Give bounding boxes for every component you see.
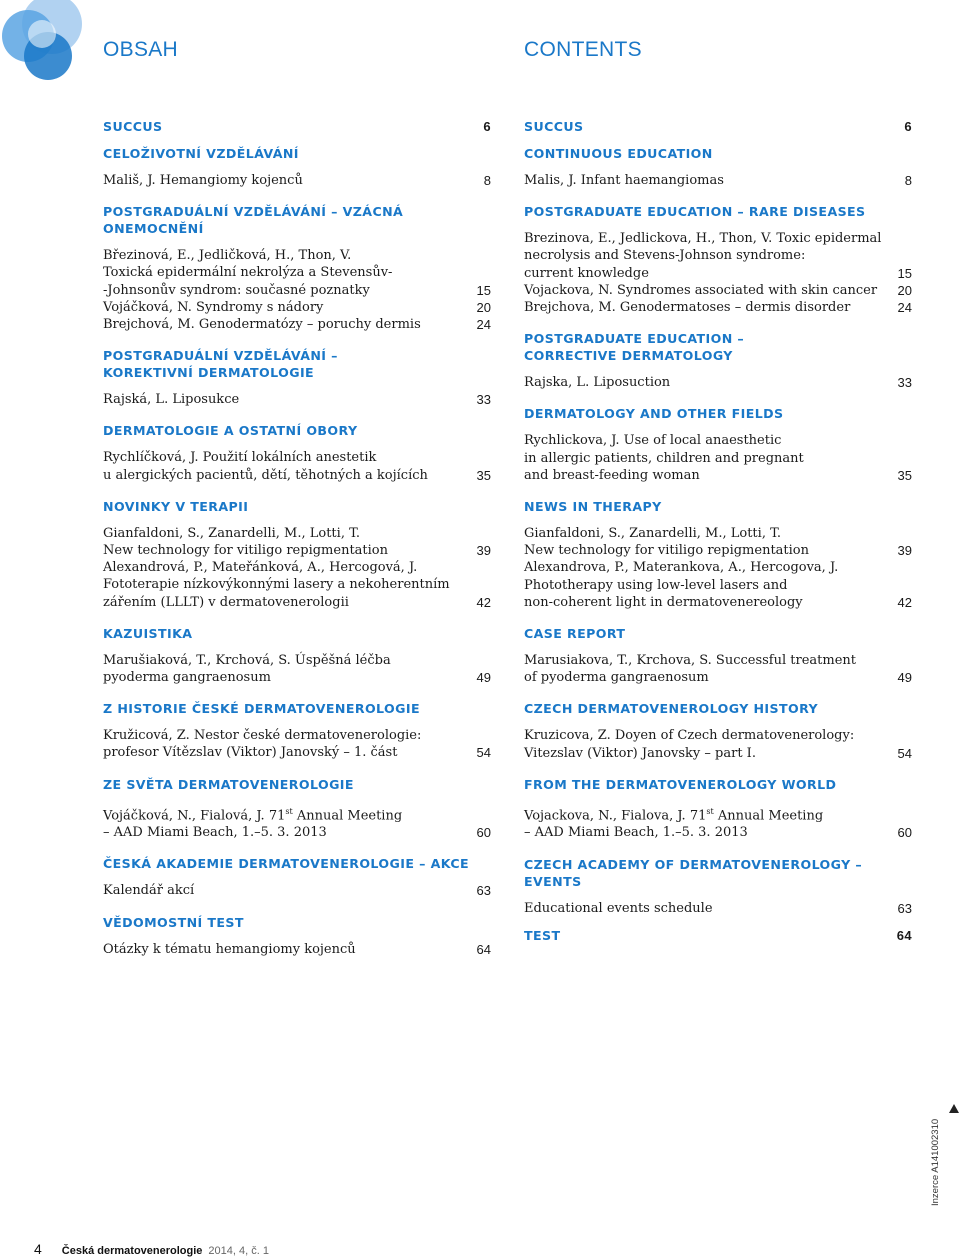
entry-line: Březinová, E., Jedličková, H., Thon, V. bbox=[103, 248, 352, 264]
entry-line: necrolysis and Stevens-Johnson syndrome: bbox=[524, 248, 806, 264]
section-test[interactable] bbox=[524, 927, 912, 944]
section-heading: CONTINUOUS EDUCATION bbox=[524, 146, 713, 161]
entry-line: Rajská, L. Liposukce bbox=[103, 392, 240, 408]
page-number: 54 bbox=[476, 745, 491, 761]
toc-entry[interactable] bbox=[524, 172, 912, 189]
page-number: 35 bbox=[897, 467, 912, 483]
entry-line bbox=[103, 803, 461, 825]
toc-entry[interactable] bbox=[524, 803, 912, 842]
entry-line: New technology for vitiligo repigmentation bbox=[524, 543, 810, 559]
ordinal-suffix: st bbox=[706, 806, 714, 816]
entry-line: non-coherent light in dermatovenereology bbox=[524, 594, 803, 610]
section-heading bbox=[103, 347, 491, 381]
entry-line: Otázky k tématu hemangiomy kojenců bbox=[103, 941, 356, 957]
entry-line: Malis, J. Infant haemangiomas bbox=[524, 173, 724, 188]
page-number: 39 bbox=[897, 543, 912, 559]
section-heading: NEWS IN THERAPY bbox=[524, 499, 662, 515]
page-number: 15 bbox=[897, 265, 912, 281]
page-number: 20 bbox=[897, 282, 912, 298]
section-succus[interactable] bbox=[524, 118, 912, 135]
journal-title: Česká dermatovenerologie bbox=[61, 1245, 203, 1257]
entry-line: Alexandrová, P., Mateřánková, A., Hercogová, J. bbox=[103, 560, 418, 576]
entry-line: Toxická epidermální nekrolýza a Stevensův- bbox=[103, 265, 393, 281]
toc-entry[interactable] bbox=[103, 559, 491, 611]
page-number: 33 bbox=[476, 392, 491, 408]
page-number: 54 bbox=[897, 745, 912, 761]
page-number: 15 bbox=[476, 282, 491, 298]
entry-line: New technology for vitiligo repigmentation bbox=[103, 543, 389, 559]
section-heading: POSTGRADUÁLNÍ VZDĚLÁVÁNÍ – VZÁCNÁ ONEMOCNĚNÍ bbox=[103, 204, 404, 237]
toc-entry[interactable] bbox=[103, 391, 491, 408]
triangle-up-icon bbox=[949, 1104, 959, 1113]
entry-line: pyoderma gangraenosum bbox=[103, 670, 271, 686]
contents-column-cz bbox=[103, 118, 491, 958]
section-label-line: POSTGRADUATE EDUCATION – bbox=[524, 331, 745, 347]
entry-line: of pyoderma gangraenosum bbox=[524, 670, 709, 686]
toc-entry[interactable] bbox=[524, 374, 912, 391]
page-number: 24 bbox=[897, 300, 912, 316]
section-label: TEST bbox=[524, 927, 561, 943]
entry-line: Rychlíčková, J. Použití lokálních anestetik bbox=[103, 450, 377, 466]
folio-number: 4 bbox=[34, 1241, 42, 1257]
section-label: SUCCUS bbox=[103, 119, 163, 134]
toc-entry[interactable] bbox=[524, 559, 912, 611]
entry-text: Vojackova, N., Fialova, J. 71 bbox=[524, 808, 707, 824]
entry-line bbox=[524, 803, 882, 825]
entry-line: – AAD Miami Beach, 1.–5. 3. 2013 bbox=[524, 825, 748, 841]
section-heading: FROM THE DERMATOVENEROLOGY WORLD bbox=[524, 776, 837, 792]
entry-line: – AAD Miami Beach, 1.–5. 3. 2013 bbox=[103, 825, 327, 841]
entry-line: Brejchova, M. Genodermatoses – dermis disorder bbox=[524, 300, 851, 316]
entry-line: Rychlickova, J. Use of local anaesthetic bbox=[524, 433, 782, 449]
section-heading: CZECH DERMATOVENEROLOGY HISTORY bbox=[524, 701, 819, 717]
toc-entry[interactable] bbox=[103, 727, 491, 761]
toc-entry[interactable] bbox=[103, 449, 491, 483]
section-heading: CZECH ACADEMY OF DERMATOVENEROLOGY – EVENTS bbox=[524, 856, 863, 889]
toc-entry[interactable] bbox=[524, 230, 912, 282]
toc-entry[interactable] bbox=[524, 727, 912, 761]
toc-entry[interactable] bbox=[103, 172, 491, 189]
ordinal-suffix: st bbox=[285, 806, 293, 816]
page-number: 6 bbox=[904, 119, 912, 134]
entry-line: zářením (LLLT) v dermatovenerologii bbox=[103, 594, 349, 610]
logo-circle-white bbox=[28, 20, 56, 48]
contents-column-en bbox=[524, 118, 912, 944]
page-number: 39 bbox=[476, 543, 491, 559]
section-heading: DERMATOLOGIE A OSTATNÍ OBORY bbox=[103, 423, 358, 439]
section-heading bbox=[524, 330, 912, 364]
entry-line: Mališ, J. Hemangiomy kojenců bbox=[103, 173, 303, 188]
toc-entry[interactable] bbox=[524, 900, 912, 917]
page-number: 42 bbox=[476, 594, 491, 610]
entry-line: Rajska, L. Liposuction bbox=[524, 375, 671, 391]
section-label-line: CORRECTIVE DERMATOLOGY bbox=[524, 348, 733, 364]
entry-line: -Johnsonův syndrom: současné poznatky bbox=[103, 282, 370, 298]
page-number: 33 bbox=[897, 375, 912, 391]
entry-text: Annual Meeting bbox=[292, 807, 403, 823]
entry-line: Alexandrova, P., Materankova, A., Hercogova, J. bbox=[524, 560, 839, 576]
page-number: 24 bbox=[476, 317, 491, 333]
section-heading: NOVINKY V TERAPII bbox=[103, 498, 249, 514]
page-number: 42 bbox=[897, 594, 912, 610]
page-number: 64 bbox=[476, 941, 491, 957]
toc-entry[interactable] bbox=[103, 299, 491, 316]
section-heading: KAZUISTIKA bbox=[103, 625, 193, 641]
entry-line: Marušiaková, T., Krchová, S. Úspěšná léčba bbox=[103, 652, 391, 668]
toc-entry[interactable] bbox=[524, 299, 912, 316]
toc-entry[interactable] bbox=[103, 316, 491, 333]
entry-line: Educational events schedule bbox=[524, 900, 713, 916]
page-title-en: CONTENTS bbox=[524, 38, 642, 61]
page-number: 63 bbox=[476, 883, 491, 899]
toc-entry[interactable] bbox=[103, 941, 491, 958]
entry-line: Brejchová, M. Genodermatózy – poruchy dermis bbox=[103, 317, 421, 333]
page-number: 60 bbox=[476, 825, 491, 841]
entry-line: Gianfaldoni, S., Zanardelli, M., Lotti, T. bbox=[524, 526, 781, 542]
page-number: 63 bbox=[897, 900, 912, 916]
page-number: 60 bbox=[897, 825, 912, 841]
section-heading: CELOŽIVOTNÍ VZDĚLÁVÁNÍ bbox=[103, 146, 299, 161]
toc-entry[interactable] bbox=[524, 432, 912, 484]
entry-line: Vojáčková, N. Syndromy s nádory bbox=[103, 299, 324, 315]
page-number: 8 bbox=[904, 173, 912, 188]
advert-code: Inzerce A141002310 bbox=[930, 1118, 941, 1206]
section-heading: ZE SVĚTA DERMATOVENEROLOGIE bbox=[103, 776, 354, 792]
entry-line: Kruzicova, Z. Doyen of Czech dermatovenerology: bbox=[524, 728, 855, 744]
logo-circles bbox=[0, 0, 90, 85]
toc-entry[interactable] bbox=[103, 247, 491, 299]
toc-entry[interactable] bbox=[524, 652, 912, 686]
section-heading: Z HISTORIE ČESKÉ DERMATOVENEROLOGIE bbox=[103, 701, 420, 717]
issue-info: 2014, 4, č. 1 bbox=[208, 1245, 269, 1257]
entry-line: in allergic patients, children and pregnant bbox=[524, 450, 804, 466]
page-number: 49 bbox=[476, 670, 491, 686]
entry-line: profesor Vítězslav (Viktor) Janovský – 1. část bbox=[103, 745, 398, 761]
entry-line: Gianfaldoni, S., Zanardelli, M., Lotti, T. bbox=[103, 525, 360, 541]
entry-line: Vitezslav (Viktor) Janovsky – part I. bbox=[524, 745, 756, 761]
page-number: 20 bbox=[476, 299, 491, 315]
entry-line: Fototerapie nízkovýkonnými lasery a nekoherentním bbox=[103, 577, 450, 593]
section-succus[interactable] bbox=[103, 118, 491, 135]
entry-text: Annual Meeting bbox=[713, 808, 824, 824]
entry-line: Marusiakova, T., Krchova, S. Successful treatment bbox=[524, 653, 856, 669]
page-number: 64 bbox=[896, 927, 912, 943]
page-footer bbox=[34, 1241, 269, 1257]
section-heading: DERMATOLOGY AND OTHER FIELDS bbox=[524, 406, 784, 422]
section-label-line: POSTGRADUÁLNÍ VZDĚLÁVÁNÍ – bbox=[103, 348, 338, 364]
section-label-line: KOREKTIVNÍ DERMATOLOGIE bbox=[103, 365, 315, 381]
entry-line: Phototherapy using low-level lasers and bbox=[524, 577, 788, 593]
entry-text: Vojáčková, N., Fialová, J. 71 bbox=[103, 807, 286, 823]
entry-line: Brezinova, E., Jedlickova, H., Thon, V. Toxic epidermal bbox=[524, 231, 882, 247]
page-title-cz: OBSAH bbox=[103, 38, 179, 61]
page-number: 35 bbox=[476, 467, 491, 483]
entry-line: u alergických pacientů, dětí, těhotných a kojících bbox=[103, 467, 428, 483]
entry-line: current knowledge bbox=[524, 265, 649, 281]
entry-line: and breast-feeding woman bbox=[524, 467, 700, 483]
section-heading: POSTGRADUATE EDUCATION – RARE DISEASES bbox=[524, 204, 866, 220]
section-label: SUCCUS bbox=[524, 119, 584, 134]
toc-entry[interactable] bbox=[103, 652, 491, 686]
section-heading: CASE REPORT bbox=[524, 626, 626, 642]
page-number: 49 bbox=[897, 670, 912, 686]
toc-entry[interactable] bbox=[103, 803, 491, 842]
toc-entry[interactable] bbox=[103, 882, 491, 899]
toc-entry[interactable] bbox=[103, 525, 491, 559]
entry-line: Kružicová, Z. Nestor české dermatovenerologie: bbox=[103, 728, 422, 744]
entry-line: Kalendář akcí bbox=[103, 883, 195, 899]
section-heading: VĚDOMOSTNÍ TEST bbox=[103, 914, 244, 930]
toc-entry[interactable] bbox=[524, 525, 912, 559]
entry-line: Vojackova, N. Syndromes associated with skin cancer bbox=[524, 282, 878, 298]
page-number: 8 bbox=[483, 173, 491, 188]
section-heading: ČESKÁ AKADEMIE DERMATOVENEROLOGIE – AKCE bbox=[103, 856, 469, 872]
toc-entry[interactable] bbox=[524, 282, 912, 299]
page-number: 6 bbox=[483, 119, 491, 134]
